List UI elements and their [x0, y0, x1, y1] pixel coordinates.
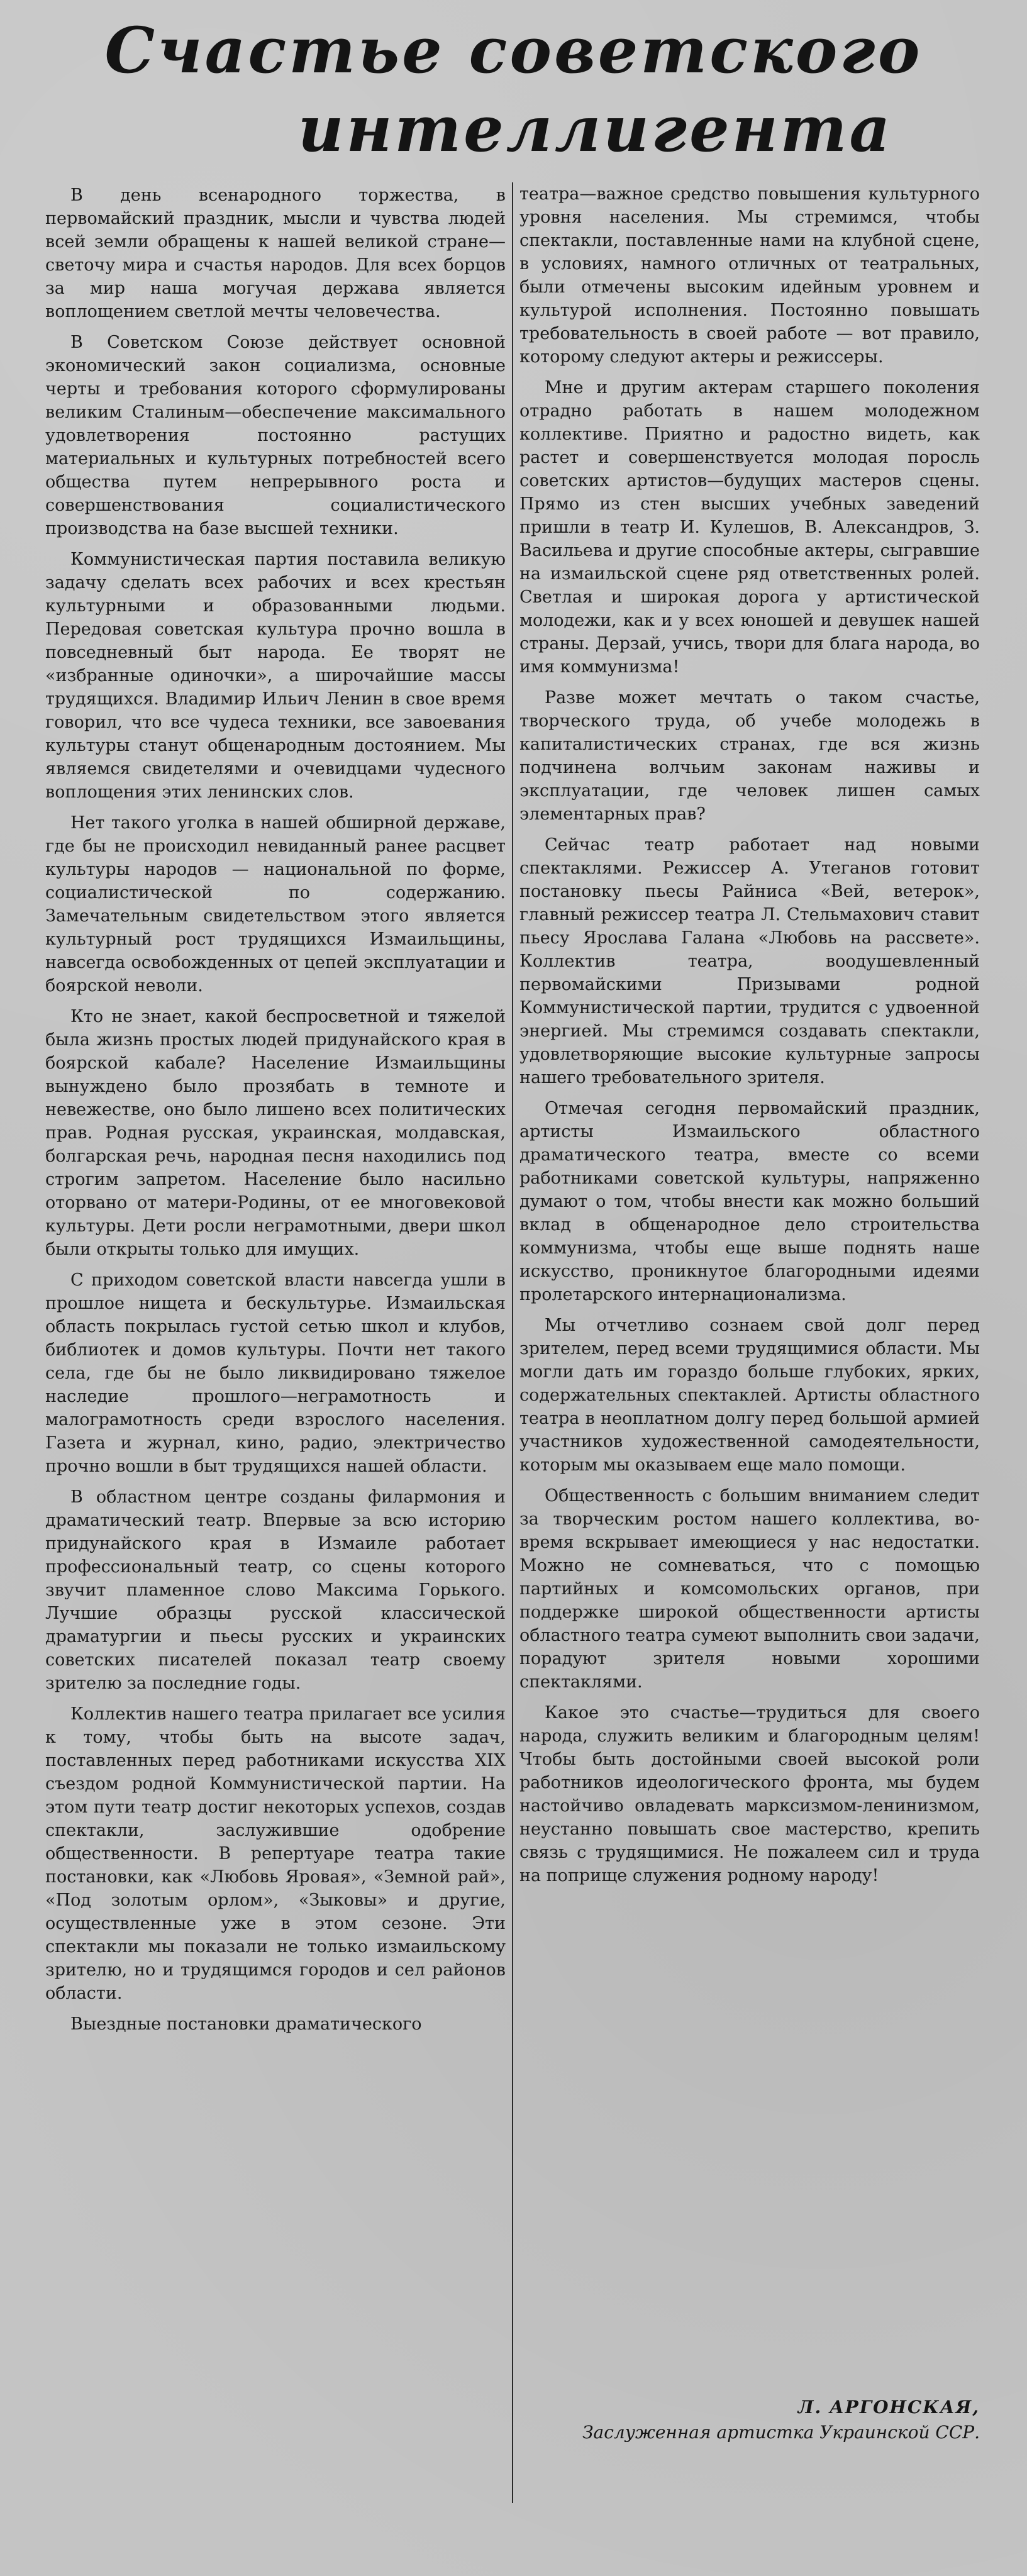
- paragraph: Отмечая сегодня первомайский праздник, артисты Измаильского областного драматического театра, вместе со всеми работниками советской культуры, напряженно думают о том, чтобы внести как можно больший вклад в общенародное дело строительства коммунизма, чтобы еще выше поднять наше искусство, проникнутое благородными идеями пролетарского интернационализма.: [519, 1099, 980, 1304]
- headline-line-1: Счастье советского: [104, 13, 923, 87]
- author-title: Заслуженная артистка Украинской ССР.: [582, 2422, 980, 2443]
- paragraph: Кто не знает, какой беспросветной и тяжелой была жизнь простых людей придунайского края в боярской кабале? Население Измаильщины вынуждено было прозябать в темноте и невежестве, оно было лишено всех политических прав. Родная русская, украинская, молдавская, болгарская речь, народная песня находились под строгим запретом. Население было насильно оторвано от матери-Родины, от ее многовековой культуры. Дети росли неграмотными, двери школ были открыты только для имущих.: [45, 1007, 506, 1259]
- paragraph: Выездные постановки драматического: [70, 2014, 422, 2034]
- paragraph: Коммунистическая партия поставила великую задачу сделать всех рабочих и всех крестьян культурными и образованными людьми. Передовая советская культура прочно вошла в повседневный быт народа. Ее творят не «избранные одиночки», а широчайшие массы трудящихся. Владимир Ильич Ленин в свое время говорил, что все чудеса техники, все завоевания культуры станут общенародным достоянием. Мы являемся свидетелями и очевидцами чудесного воплощения этих ленинских слов.: [45, 550, 506, 802]
- paragraph: Мы отчетливо сознаем свой долг перед зрителем, перед всеми трудящимися области. Мы могли дать им гораздо больше глубоких, ярких, содержательных спектаклей. Артисты областного театра в неоплатном долгу перед большой армией участников художественной самодеятельности, которым мы оказываем еще мало помощи.: [519, 1316, 980, 1475]
- left-column: [45, 184, 506, 2043]
- paragraph: Мне и другим актерам старшего поколения отрадно работать в нашем молодежном коллективе. Приятно и радостно видеть, как растет и совершенствуется молодая поросль советских артистов—будущих мастеров сцены. Прямо из стен высших учебных заведений пришли в театр И. Кулешов, В. Александров, З. Васильева и другие способные актеры, сыгравшие на измаильской сцене ряд ответственных ролей. Светлая и широкая дорога у артистической молодежи, как и у всех юношей и девушек нашей страны. Дерзай, учись, твори для блага народа, во имя коммунизма!: [519, 378, 980, 677]
- headline-line-2: интеллигента: [297, 92, 893, 166]
- author-signature: [519, 2395, 980, 2445]
- paragraph: В Советском Союзе действует основной экономический закон социализма, основные черты и требования которого сформулированы великим Сталиным—обеспечение максимального удовлетворения постоянно растущих материальных и культурных потребностей всего общества путем непрерывного роста и совершенствования социалистического производства на базе высшей техники.: [45, 333, 506, 538]
- paragraph: Нет такого уголка в нашей обширной державе, где бы не происходил невиданный ранее расцвет культуры народов — национальной по форме, социалистической по содержанию. Замечательным свидетельством этого является культурный рост трудящихся Измаильщины, навсегда освобожденных от цепей эксплуатации и боярской неволи.: [45, 813, 506, 996]
- paragraph: Разве может мечтать о таком счастье, творческого труда, об учебе молодежь в капиталистических странах, где вся жизнь подчинена волчьим законам наживы и эксплуатации, где человек лишен самых элементарных прав?: [519, 688, 980, 824]
- author-name: Л. АРГОНСКАЯ,: [797, 2397, 980, 2418]
- paragraph: Коллектив нашего театра прилагает все усилия к тому, чтобы быть на высоте задач, поставленных перед работниками искусства XIX съездом родной Коммунистической партии. На этом пути театр достиг некоторых успехов, создав спектакли, заслужившие одобрение общественности. В репертуаре театра такие постановки, как «Любовь Яровая», «Земной рай», «Под золотым орлом», «Зыковы» и другие, осуществленные уже в этом сезоне. Эти спектакли мы показали не только измаильскому зрителю, но и трудящимся городов и сел районов области.: [45, 1704, 506, 2003]
- paragraph: Общественность с большим вниманием следит за творческим ростом нашего коллектива, во-время вскрывает имеющиеся у нас недостатки. Можно не сомневаться, что с помощью партийных и комсомольских органов, при поддержке широкой общественности артисты областного театра сумеют выполнить свои задачи, порадуют зрителя новыми хорошими спектаклями.: [519, 1486, 980, 1692]
- paragraph: Сейчас театр работает над новыми спектаклями. Режиссер А. Утеганов готовит постановку пьесы Райниса «Вей, ветерок», главный режиссер театра Л. Стельмахович ставит пьесу Ярослава Галана «Любовь на рассвете». Коллектив театра, воодушевленный первомайскими Призывами родной Коммунистической партии, трудится с удвоенной энергией. Мы стремимся создавать спектакли, удовлетворяющие высокие культурные запросы нашего требовательного зрителя.: [519, 835, 980, 1087]
- right-column: [519, 182, 980, 1895]
- paragraph: В день всенародного торжества, в первомайский праздник, мысли и чувства людей всей земли обращены к нашей великой стране—светочу мира и счастья народов. Для всех борцов за мир наша могучая держава является воплощением светлой мечты человечества.: [45, 186, 506, 321]
- paragraph: Какое это счастье—трудиться для своего народа, служить великим и благородным целям! Чтобы быть достойными своей высокой роли работников идеологического фронта, мы будем настойчиво овладевать марксизмом-ленинизмом, неустанно повышать свое мастерство, крепить связь с трудящимися. Не пожалеем сил и труда на поприще служения родному народу!: [519, 1703, 980, 1885]
- paragraph: театра—важное средство повышения культурного уровня населения. Мы стремимся, чтобы спектакли, поставленные нами на клубной сцене, в условиях, намного отличных от театральных, были отмечены высоким идейным уровнем и культурой исполнения. Постоянно повышать требовательность в своей работе — вот правило, которому следуют актеры и режиссеры.: [519, 184, 980, 367]
- paragraph: В областном центре созданы филармония и драматический театр. Впервые за всю историю придунайского края в Измаиле работает профессиональный театр, со сцены которого звучит пламенное слово Максима Горького. Лучшие образцы русской классической драматургии и пьесы русских и украинских советских писателей показал театр своему зрителю за последние годы.: [45, 1487, 506, 1693]
- column-divider: [512, 182, 513, 2503]
- article-headline: [0, 0, 1027, 164]
- paragraph: С приходом советской власти навсегда ушли в прошлое нищета и бескультурье. Измаильская область покрылась густой сетью школ и клубов, библиотек и домов культуры. Почти нет такого села, где бы не было ликвидировано тяжелое наследие прошлого—неграмотность и малограмотность среди взрослого населения. Газета и журнал, кино, радио, электричество прочно вошли в быт трудящихся нашей области.: [45, 1270, 506, 1476]
